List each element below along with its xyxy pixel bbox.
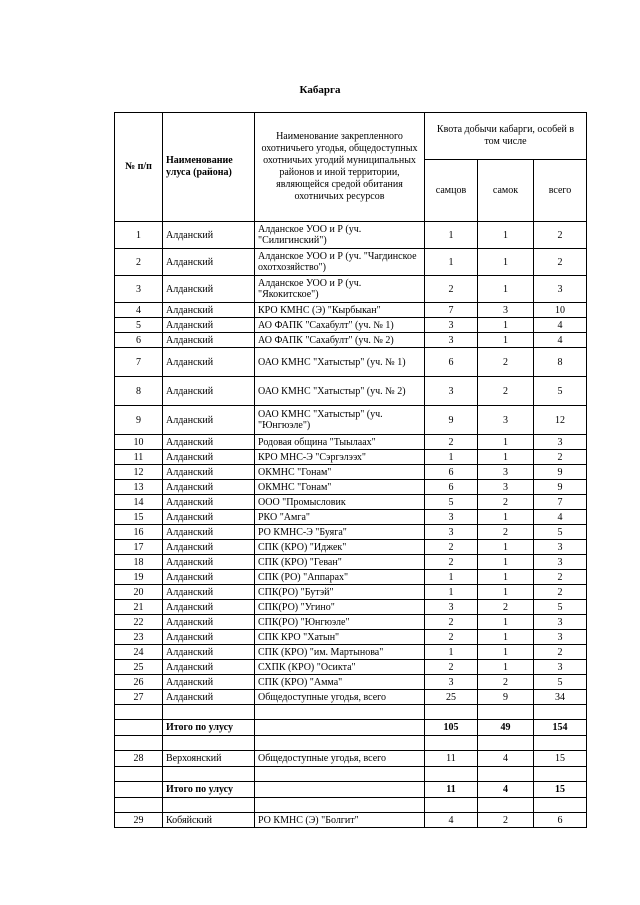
females-cell: 1 [478, 333, 534, 348]
row-number: 6 [115, 333, 163, 348]
males-cell: 11 [425, 782, 478, 798]
females-cell: 2 [478, 600, 534, 615]
row-number: 15 [115, 510, 163, 525]
table-row [115, 615, 587, 630]
males-cell: 9 [425, 406, 478, 435]
blank-row [115, 705, 587, 720]
table-row [115, 333, 587, 348]
total-cell: 2 [534, 585, 587, 600]
row-number: 11 [115, 450, 163, 465]
table-row [115, 465, 587, 480]
males-cell: 4 [425, 813, 478, 828]
empty-cell [255, 798, 425, 813]
region-cell: Алданский [163, 480, 255, 495]
empty-cell [115, 798, 163, 813]
region-cell: Алданский [163, 435, 255, 450]
total-cell: 34 [534, 690, 587, 705]
land-cell: КРО МНС-Э "Сэргэлээх" [255, 450, 425, 465]
row-number: 4 [115, 303, 163, 318]
land-cell: Общедоступные угодья, всего [255, 751, 425, 767]
row-number: 2 [115, 249, 163, 276]
table-body [115, 222, 587, 828]
empty-cell [478, 798, 534, 813]
total-cell: 15 [534, 751, 587, 767]
land-cell: СПК (КРО) "Геван" [255, 555, 425, 570]
females-cell: 3 [478, 480, 534, 495]
row-number: 18 [115, 555, 163, 570]
land-cell: СПК (РО) "Аппарах" [255, 570, 425, 585]
row-number: 7 [115, 348, 163, 377]
table-row [115, 540, 587, 555]
table-row [115, 751, 587, 767]
empty-cell [534, 736, 587, 751]
land-cell: ОАО КМНС "Хатыстыр" (уч. № 2) [255, 377, 425, 406]
males-cell: 2 [425, 630, 478, 645]
females-cell: 1 [478, 510, 534, 525]
region-cell: Алданский [163, 450, 255, 465]
females-cell: 1 [478, 276, 534, 303]
empty-cell [255, 705, 425, 720]
table-row [115, 406, 587, 435]
total-cell: 2 [534, 222, 587, 249]
land-cell: Родовая община "Тыылаах" [255, 435, 425, 450]
total-cell: 3 [534, 555, 587, 570]
total-cell: 9 [534, 480, 587, 495]
row-number: 12 [115, 465, 163, 480]
males-cell: 1 [425, 450, 478, 465]
empty-cell [115, 767, 163, 782]
total-cell: 10 [534, 303, 587, 318]
males-cell: 1 [425, 645, 478, 660]
region-cell: Алданский [163, 465, 255, 480]
table-row [115, 495, 587, 510]
males-cell: 1 [425, 222, 478, 249]
land-cell [255, 720, 425, 736]
total-cell: 2 [534, 570, 587, 585]
females-cell: 1 [478, 318, 534, 333]
females-cell: 1 [478, 630, 534, 645]
table-row [115, 813, 587, 828]
region-cell: Алданский [163, 406, 255, 435]
land-cell: ОАО КМНС "Хатыстыр" (уч. "Юнгюэле") [255, 406, 425, 435]
table-row [115, 249, 587, 276]
header-total: всего [534, 160, 587, 222]
land-cell: СПК(РО) "Бутэй" [255, 585, 425, 600]
region-cell: Алданский [163, 660, 255, 675]
total-cell: 4 [534, 510, 587, 525]
males-cell: 3 [425, 333, 478, 348]
total-cell: 15 [534, 782, 587, 798]
males-cell: 2 [425, 276, 478, 303]
land-cell: Алданское УОО и Р (уч. "Якокитское") [255, 276, 425, 303]
row-number [115, 782, 163, 798]
females-cell: 2 [478, 813, 534, 828]
land-cell: ОАО КМНС "Хатыстыр" (уч. № 1) [255, 348, 425, 377]
total-cell: 9 [534, 465, 587, 480]
region-cell: Верхоянский [163, 751, 255, 767]
row-number: 24 [115, 645, 163, 660]
row-number: 19 [115, 570, 163, 585]
land-cell: РО КМНС (Э) "Болгит" [255, 813, 425, 828]
empty-cell [534, 767, 587, 782]
females-cell: 1 [478, 645, 534, 660]
table-row [115, 570, 587, 585]
blank-row [115, 798, 587, 813]
males-cell: 1 [425, 570, 478, 585]
region-cell: Алданский [163, 540, 255, 555]
males-cell: 2 [425, 660, 478, 675]
empty-cell [163, 705, 255, 720]
table-row [115, 377, 587, 406]
females-cell: 1 [478, 435, 534, 450]
males-cell: 6 [425, 480, 478, 495]
table-row [115, 555, 587, 570]
region-cell: Алданский [163, 249, 255, 276]
total-cell: 3 [534, 435, 587, 450]
males-cell: 25 [425, 690, 478, 705]
total-cell: 3 [534, 615, 587, 630]
females-cell: 1 [478, 540, 534, 555]
header-number: № п/п [115, 113, 163, 222]
region-cell: Алданский [163, 510, 255, 525]
females-cell: 1 [478, 615, 534, 630]
land-cell: СПК (КРО) "им. Мартынова" [255, 645, 425, 660]
land-cell: ООО "Промысловик [255, 495, 425, 510]
table-row [115, 348, 587, 377]
total-label: Итого по улусу [163, 720, 255, 736]
females-cell: 2 [478, 495, 534, 510]
males-cell: 2 [425, 435, 478, 450]
males-cell: 3 [425, 525, 478, 540]
row-number: 25 [115, 660, 163, 675]
table-row [115, 600, 587, 615]
land-cell: СПК КРО "Хатын" [255, 630, 425, 645]
row-number: 1 [115, 222, 163, 249]
total-cell: 2 [534, 249, 587, 276]
table-row [115, 435, 587, 450]
males-cell: 3 [425, 510, 478, 525]
total-cell: 7 [534, 495, 587, 510]
total-cell: 2 [534, 450, 587, 465]
females-cell: 4 [478, 782, 534, 798]
table-row [115, 585, 587, 600]
region-cell: Алданский [163, 318, 255, 333]
table-row [115, 630, 587, 645]
total-cell: 5 [534, 675, 587, 690]
row-number: 3 [115, 276, 163, 303]
table-row [115, 525, 587, 540]
females-cell: 1 [478, 249, 534, 276]
blank-row [115, 736, 587, 751]
region-cell: Алданский [163, 333, 255, 348]
females-cell: 2 [478, 675, 534, 690]
region-cell: Алданский [163, 675, 255, 690]
females-cell: 1 [478, 570, 534, 585]
table-row [115, 675, 587, 690]
header-females: самок [478, 160, 534, 222]
females-cell: 2 [478, 348, 534, 377]
land-cell: СПК(РО) "Юнгюэле" [255, 615, 425, 630]
row-number: 17 [115, 540, 163, 555]
males-cell: 2 [425, 540, 478, 555]
region-cell: Алданский [163, 348, 255, 377]
land-cell: Общедоступные угодья, всего [255, 690, 425, 705]
males-cell: 6 [425, 465, 478, 480]
empty-cell [425, 736, 478, 751]
empty-cell [478, 705, 534, 720]
land-cell: СХПК (КРО) "Осикта" [255, 660, 425, 675]
land-cell [255, 782, 425, 798]
row-number: 9 [115, 406, 163, 435]
table-row [115, 480, 587, 495]
total-row [115, 720, 587, 736]
empty-cell [425, 767, 478, 782]
total-cell: 12 [534, 406, 587, 435]
total-row [115, 782, 587, 798]
total-cell: 5 [534, 525, 587, 540]
total-cell: 3 [534, 660, 587, 675]
empty-cell [255, 736, 425, 751]
land-cell: Алданское УОО и Р (уч. "Силигинский") [255, 222, 425, 249]
header-region: Наименование улуса (района) [163, 113, 255, 222]
document-title: Кабарга [299, 84, 341, 96]
total-cell: 3 [534, 540, 587, 555]
header-quota: Квота добычи кабарги, особей в том числе [425, 113, 587, 160]
empty-cell [478, 767, 534, 782]
region-cell: Алданский [163, 600, 255, 615]
region-cell: Алданский [163, 615, 255, 630]
empty-cell [534, 798, 587, 813]
row-number: 22 [115, 615, 163, 630]
quota-table [114, 112, 587, 828]
empty-cell [255, 767, 425, 782]
males-cell: 5 [425, 495, 478, 510]
males-cell: 2 [425, 615, 478, 630]
land-cell: АО ФАПК "Сахабулт" (уч. № 2) [255, 333, 425, 348]
region-cell: Алданский [163, 276, 255, 303]
row-number: 21 [115, 600, 163, 615]
males-cell: 3 [425, 318, 478, 333]
region-cell: Алданский [163, 495, 255, 510]
land-cell: РО КМНС-Э "Буяга" [255, 525, 425, 540]
header-males: самцов [425, 160, 478, 222]
total-cell: 2 [534, 645, 587, 660]
table-row [115, 660, 587, 675]
females-cell: 49 [478, 720, 534, 736]
females-cell: 1 [478, 222, 534, 249]
total-cell: 6 [534, 813, 587, 828]
row-number: 14 [115, 495, 163, 510]
row-number: 26 [115, 675, 163, 690]
females-cell: 1 [478, 555, 534, 570]
row-number: 28 [115, 751, 163, 767]
empty-cell [478, 736, 534, 751]
total-label: Итого по улусу [163, 782, 255, 798]
total-cell: 4 [534, 333, 587, 348]
land-cell: Алданское УОО и Р (уч. "Чагдинское охотхозяйство") [255, 249, 425, 276]
region-cell: Алданский [163, 630, 255, 645]
row-number: 20 [115, 585, 163, 600]
total-cell: 154 [534, 720, 587, 736]
total-cell: 5 [534, 377, 587, 406]
region-cell: Алданский [163, 525, 255, 540]
empty-cell [163, 736, 255, 751]
females-cell: 2 [478, 525, 534, 540]
region-cell: Алданский [163, 645, 255, 660]
land-cell: АО ФАПК "Сахабулт" (уч. № 1) [255, 318, 425, 333]
total-cell: 3 [534, 630, 587, 645]
females-cell: 3 [478, 465, 534, 480]
row-number: 5 [115, 318, 163, 333]
row-number: 23 [115, 630, 163, 645]
region-cell: Алданский [163, 585, 255, 600]
region-cell: Алданский [163, 377, 255, 406]
males-cell: 3 [425, 675, 478, 690]
row-number: 16 [115, 525, 163, 540]
males-cell: 3 [425, 377, 478, 406]
males-cell: 1 [425, 249, 478, 276]
males-cell: 7 [425, 303, 478, 318]
table-row [115, 690, 587, 705]
row-number: 8 [115, 377, 163, 406]
land-cell: РКО "Амга" [255, 510, 425, 525]
region-cell: Алданский [163, 570, 255, 585]
females-cell: 1 [478, 660, 534, 675]
row-number [115, 720, 163, 736]
males-cell: 105 [425, 720, 478, 736]
empty-cell [115, 705, 163, 720]
empty-cell [425, 798, 478, 813]
females-cell: 3 [478, 303, 534, 318]
region-cell: Алданский [163, 303, 255, 318]
females-cell: 1 [478, 450, 534, 465]
table-row [115, 222, 587, 249]
total-cell: 3 [534, 276, 587, 303]
land-cell: СПК (КРО) "Иджек" [255, 540, 425, 555]
header-land: Наименование закрепленного охотничьего угодья, общедоступных охотничьих угодий муниципальных районов и иной территории, являющейся средой обитания охотничьих ресурсов [255, 113, 425, 222]
males-cell: 3 [425, 600, 478, 615]
males-cell: 2 [425, 555, 478, 570]
row-number: 29 [115, 813, 163, 828]
females-cell: 1 [478, 585, 534, 600]
blank-row [115, 767, 587, 782]
males-cell: 6 [425, 348, 478, 377]
females-cell: 2 [478, 377, 534, 406]
table-row [115, 645, 587, 660]
females-cell: 3 [478, 406, 534, 435]
empty-cell [163, 767, 255, 782]
table-row [115, 318, 587, 333]
empty-cell [115, 736, 163, 751]
table-row [115, 276, 587, 303]
land-cell: ОКМНС "Гонам" [255, 480, 425, 495]
region-cell: Алданский [163, 690, 255, 705]
total-cell: 5 [534, 600, 587, 615]
males-cell: 11 [425, 751, 478, 767]
land-cell: КРО КМНС (Э) "Кырбыкан" [255, 303, 425, 318]
empty-cell [163, 798, 255, 813]
total-cell: 8 [534, 348, 587, 377]
region-cell: Алданский [163, 222, 255, 249]
region-cell: Алданский [163, 555, 255, 570]
females-cell: 4 [478, 751, 534, 767]
land-cell: СПК(РО) "Угино" [255, 600, 425, 615]
table-row [115, 450, 587, 465]
row-number: 13 [115, 480, 163, 495]
table-row [115, 303, 587, 318]
total-cell: 4 [534, 318, 587, 333]
land-cell: ОКМНС "Гонам" [255, 465, 425, 480]
empty-cell [425, 705, 478, 720]
males-cell: 1 [425, 585, 478, 600]
region-cell: Кобяйский [163, 813, 255, 828]
table-row [115, 510, 587, 525]
empty-cell [534, 705, 587, 720]
females-cell: 9 [478, 690, 534, 705]
row-number: 10 [115, 435, 163, 450]
row-number: 27 [115, 690, 163, 705]
land-cell: СПК (КРО) "Амма" [255, 675, 425, 690]
